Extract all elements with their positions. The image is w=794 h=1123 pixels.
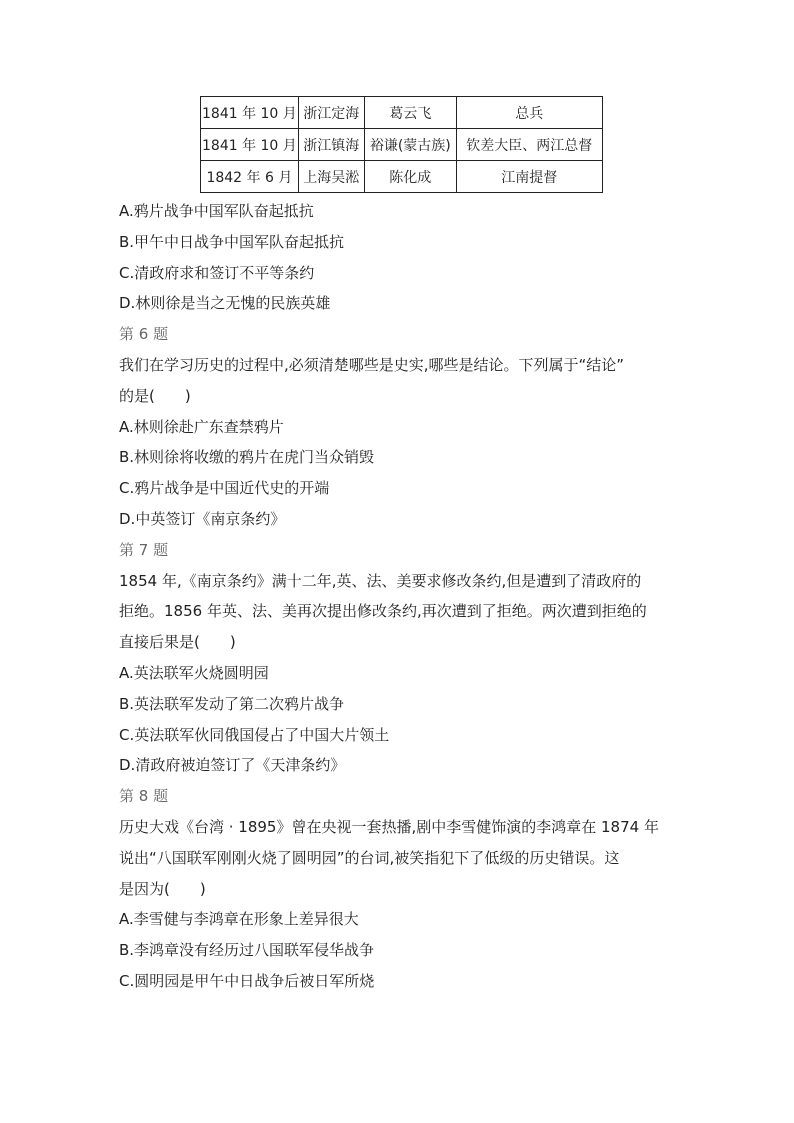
question-list	[119, 196, 679, 997]
table-cell: 裕谦(蒙古族)	[364, 129, 456, 161]
q5-option-a: A.鸦片战争中国军队奋起抵抗	[119, 202, 314, 220]
q8-label: 第 8 题	[119, 787, 169, 806]
q6-label: 第 6 题	[119, 325, 169, 344]
q5-option-b: B.甲午中日战争中国军队奋起抵抗	[119, 232, 345, 251]
q8-stem-line: 历史大戏《台湾 · 1895》曾在央视一套热播,剧中李雪健饰演的李鸿章在 1874 年	[119, 817, 659, 836]
q7-option-a: A.英法联军火烧圆明园	[119, 663, 269, 682]
table-cell: 钦差大臣、两江总督	[456, 129, 602, 161]
q6-option-c: C.鸦片战争是中国近代史的开端	[119, 479, 330, 498]
q7-stem-line: 1854 年,《南京条约》满十二年,英、法、美要求修改条约,但是遭到了清政府的	[119, 571, 642, 590]
q5-option-d: D.林则徐是当之无愧的民族英雄	[119, 294, 331, 313]
q6-option-b: B.林则徐将收缴的鸦片在虎门当众销毁	[119, 448, 375, 467]
table-cell: 上海吴淞	[298, 161, 364, 193]
table-cell: 1842 年 6 月	[201, 161, 299, 193]
table-row	[201, 129, 603, 161]
q8-stem-line: 说出“八国联军刚刚火烧了圆明园”的台词,被笑指犯下了低级的历史错误。这	[119, 848, 620, 867]
table-cell: 1841 年 10 月	[201, 129, 299, 161]
table-cell: 总兵	[456, 97, 602, 129]
table-row	[201, 97, 603, 129]
q7-option-c: C.英法联军伙同俄国侵占了中国大片领土	[119, 725, 390, 744]
q6-stem-line: 我们在学习历史的过程中,必须清楚哪些是史实,哪些是结论。下列属于“结论”	[119, 355, 625, 374]
q5-option-c: C.清政府求和签订不平等条约	[119, 263, 315, 282]
q6-stem-line: 的是( )	[119, 386, 191, 405]
table-cell: 陈化成	[364, 161, 456, 193]
table-cell: 浙江镇海	[298, 129, 364, 161]
q7-stem-line: 直接后果是( )	[119, 633, 236, 652]
q7-stem-line: 拒绝。1856 年英、法、美再次提出修改条约,再次遭到了拒绝。两次遭到拒绝的	[119, 602, 647, 621]
table-cell: 葛云飞	[364, 97, 456, 129]
table-cell: 江南提督	[456, 161, 602, 193]
q8-stem-line: 是因为( )	[119, 879, 206, 898]
table-cell: 浙江定海	[298, 97, 364, 129]
table-row	[201, 161, 603, 193]
q8-option-a: A.李雪健与李鸿章在形象上差异很大	[119, 910, 359, 929]
q8-option-b: B.李鸿章没有经历过八国联军侵华战争	[119, 941, 375, 960]
history-table	[200, 96, 603, 193]
q7-option-d: D.清政府被迫签订了《天津条约》	[119, 756, 346, 775]
q8-option-c: C.圆明园是甲午中日战争后被日军所烧	[119, 971, 375, 990]
q7-label: 第 7 题	[119, 540, 169, 559]
q7-option-b: B.英法联军发动了第二次鸦片战争	[119, 694, 345, 713]
q6-option-a: A.林则徐赴广东查禁鸦片	[119, 417, 284, 436]
q6-option-d: D.中英签订《南京条约》	[119, 509, 286, 528]
table-cell: 1841 年 10 月	[201, 97, 299, 129]
